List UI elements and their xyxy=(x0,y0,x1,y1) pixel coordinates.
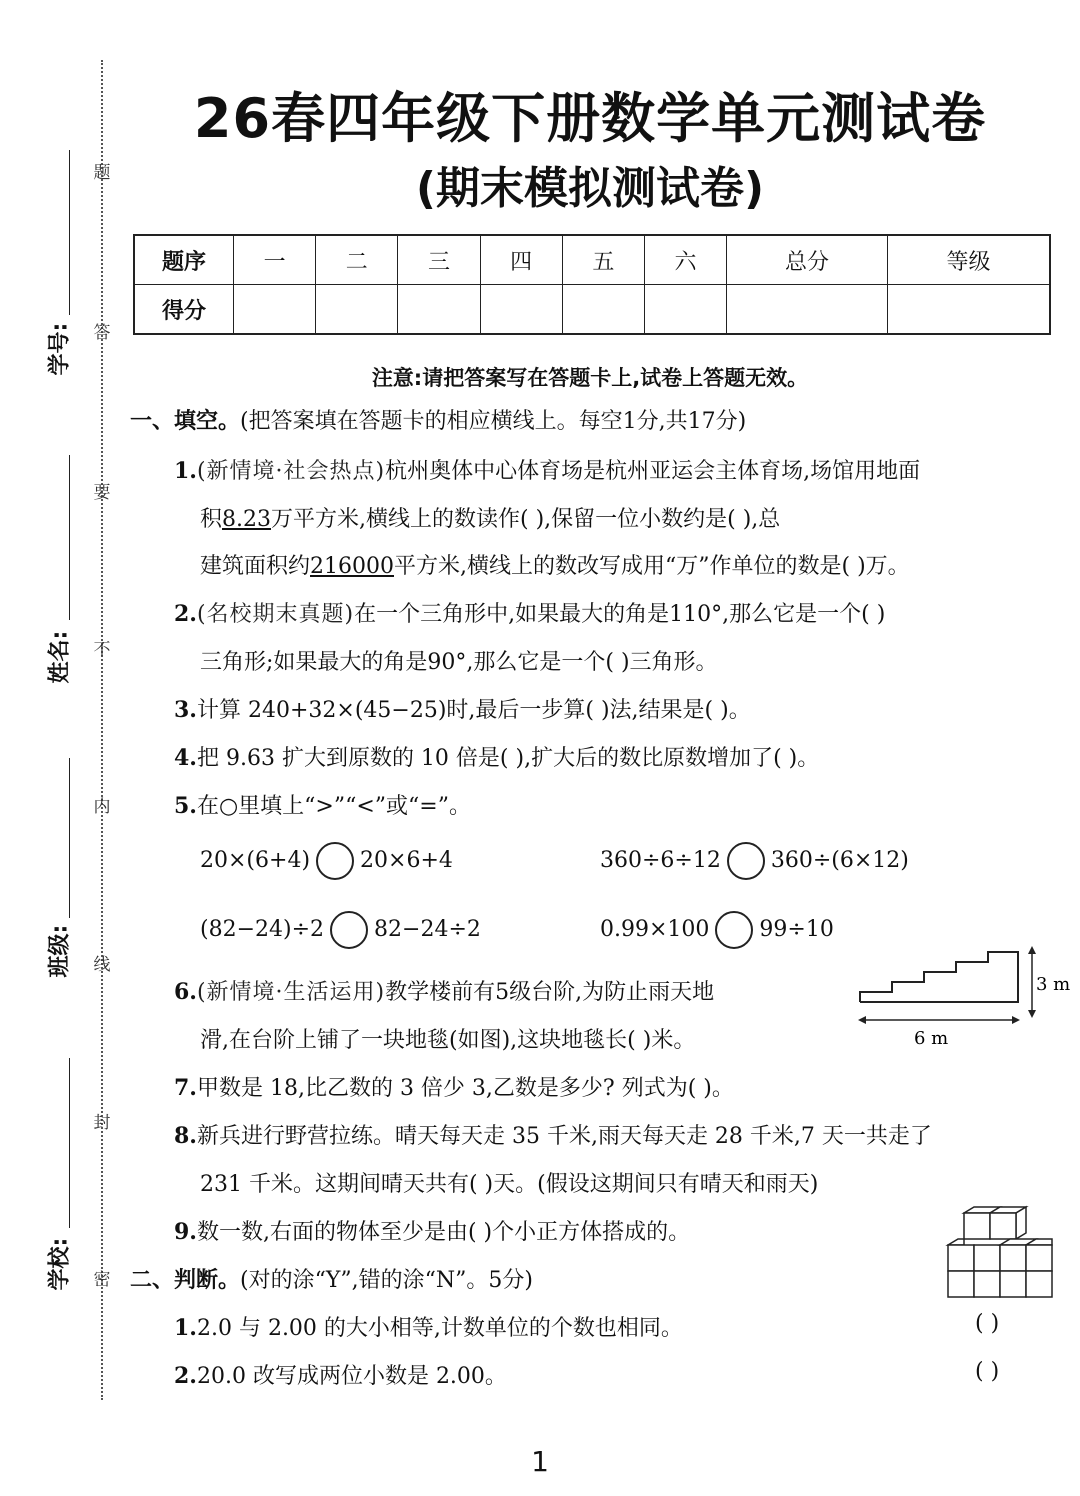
score-table-score-row xyxy=(134,285,1050,335)
question-1-line-3 xyxy=(200,549,910,580)
question-number: 6. xyxy=(174,979,197,1005)
score-input-cell[interactable] xyxy=(316,285,398,335)
cubes-figure xyxy=(944,1205,1056,1301)
question-number: 2. xyxy=(174,601,197,627)
compare-circle[interactable] xyxy=(316,842,354,880)
question-2 xyxy=(174,597,885,628)
question-tag: (名校期末真题) xyxy=(196,602,355,627)
seal-char: 线 xyxy=(93,955,111,975)
score-cell: 三 xyxy=(398,235,480,285)
score-cell: 四 xyxy=(480,235,562,285)
question-number: 1. xyxy=(174,1315,197,1341)
arrowhead xyxy=(1028,1010,1036,1018)
seal-char: 题 xyxy=(93,163,111,183)
section-1-title: 一、填空。 xyxy=(130,409,241,434)
question-text: 2.0 与 2.00 的大小相等,计数单位的个数也相同。 xyxy=(196,1316,683,1341)
section-2-title: 二、判断。 xyxy=(130,1268,241,1293)
question-text: 积 xyxy=(200,507,223,532)
compare-item xyxy=(600,911,834,949)
compare-circle[interactable] xyxy=(330,911,368,949)
section-1-heading xyxy=(130,404,746,435)
margin-dotted-line xyxy=(101,60,103,1400)
question-number: 7. xyxy=(174,1075,197,1101)
stairs-figure xyxy=(852,940,1071,1050)
question-text: 在○里填上“>”“<”或“=”。 xyxy=(196,794,471,819)
question-1 xyxy=(174,454,920,485)
question-text: 数一数,右面的物体至少是由( )个小正方体搭成的。 xyxy=(196,1220,691,1245)
score-input-cell[interactable] xyxy=(887,285,1050,335)
student-id-line[interactable] xyxy=(69,150,70,315)
question-text: 建筑面积约 xyxy=(200,554,311,579)
score-table xyxy=(133,234,1051,335)
page-title: 26春四年级下册数学单元测试卷 xyxy=(193,87,987,150)
question-text: 甲数是 18,比乙数的 3 倍少 3,乙数是多少? 列式为( )。 xyxy=(196,1076,734,1101)
arrowhead xyxy=(1028,946,1036,954)
compare-left: 0.99×100 xyxy=(600,917,710,942)
question-text: 把 9.63 扩大到原数的 10 倍是( ),扩大后的数比原数增加了( )。 xyxy=(196,746,820,771)
question-6-line-2: 滑,在台阶上铺了一块地毯(如图),这块地毯长( )米。 xyxy=(200,1028,696,1053)
seal-char: 要 xyxy=(93,483,111,503)
score-input-cell[interactable] xyxy=(398,285,480,335)
judge-answer-paren[interactable]: ( ) xyxy=(975,1311,1000,1336)
score-input-cell[interactable] xyxy=(644,285,726,335)
question-number: 9. xyxy=(174,1219,197,1245)
underlined-number: 8.23 xyxy=(222,507,271,532)
score-cell: 题序 xyxy=(134,235,234,285)
score-input-cell[interactable] xyxy=(234,285,316,335)
score-table-header-row xyxy=(134,235,1050,285)
class-line[interactable] xyxy=(69,758,70,918)
name-label: 姓名: xyxy=(47,630,73,684)
question-text: 教学楼前有5级台阶,为防止雨天地 xyxy=(385,980,715,1005)
question-8 xyxy=(174,1119,932,1150)
page-subtitle: (期末模拟测试卷) xyxy=(415,163,765,214)
score-cell: 二 xyxy=(316,235,398,285)
compare-right: 99÷10 xyxy=(759,917,834,942)
question-text: 万平方米,横线上的数读作( ),保留一位小数约是( ),总 xyxy=(271,507,781,532)
compare-right: 20×6+4 xyxy=(360,848,453,873)
school-label: 学校: xyxy=(47,1237,73,1291)
compare-left: 360÷6÷12 xyxy=(600,848,721,873)
arrowhead xyxy=(858,1016,866,1024)
question-9 xyxy=(174,1215,690,1246)
page-number: 1 xyxy=(531,1445,549,1478)
section-2-heading xyxy=(130,1263,533,1294)
question-text: 杭州奥体中心体育场是杭州亚运会主体育场,场馆用地面 xyxy=(385,459,921,484)
compare-circle[interactable] xyxy=(715,911,753,949)
name-line[interactable] xyxy=(69,455,70,620)
judge-question-1 xyxy=(174,1311,683,1342)
question-text: 新兵进行野营拉练。晴天每天走 35 千米,雨天每天走 28 千米,7 天一共走了 xyxy=(196,1124,932,1149)
compare-left: 20×(6+4) xyxy=(200,848,311,873)
question-tag: (新情境·社会热点) xyxy=(196,459,386,484)
question-number: 3. xyxy=(174,697,197,723)
score-input-cell[interactable] xyxy=(562,285,644,335)
seal-char: 答 xyxy=(93,323,111,343)
question-text: 20.0 改写成两位小数是 2.00。 xyxy=(196,1364,507,1389)
question-text: 在一个三角形中,如果最大的角是110°,那么它是一个( ) xyxy=(354,602,886,627)
score-cell: 一 xyxy=(234,235,316,285)
stairs-outline xyxy=(860,952,1018,1002)
question-number: 5. xyxy=(174,793,197,819)
compare-left: (82−24)÷2 xyxy=(200,917,325,942)
student-id-label: 学号: xyxy=(47,322,73,376)
compare-item xyxy=(200,842,453,880)
question-number: 2. xyxy=(174,1363,197,1389)
score-cell: 六 xyxy=(644,235,726,285)
seal-char: 密 xyxy=(93,1270,111,1290)
school-line[interactable] xyxy=(69,1058,70,1228)
score-cell: 得分 xyxy=(134,285,234,335)
score-cell: 等级 xyxy=(887,235,1050,285)
question-3 xyxy=(174,693,751,724)
underlined-number: 216000 xyxy=(310,554,394,579)
score-input-cell[interactable] xyxy=(727,285,888,335)
judge-question-2 xyxy=(174,1359,507,1390)
seal-char: 不 xyxy=(93,640,111,660)
compare-circle[interactable] xyxy=(727,842,765,880)
compare-item xyxy=(200,911,481,949)
question-text: 平方米,横线上的数改写成用“万”作单位的数是( )万。 xyxy=(394,554,910,579)
height-label: 3 m xyxy=(1036,974,1071,995)
question-4 xyxy=(174,741,819,772)
question-6 xyxy=(174,975,714,1006)
question-tag: (新情境·生活运用) xyxy=(196,980,386,1005)
question-7 xyxy=(174,1071,734,1102)
compare-right: 360÷(6×12) xyxy=(770,848,909,873)
cube-group xyxy=(948,1207,1052,1297)
compare-right: 82−24÷2 xyxy=(374,917,481,942)
score-cell: 五 xyxy=(562,235,644,285)
width-label: 6 m xyxy=(914,1028,949,1049)
question-8-line-2: 231 千米。这期间晴天共有( )天。(假设这期间只有晴天和雨天) xyxy=(200,1172,819,1197)
score-input-cell[interactable] xyxy=(480,285,562,335)
judge-answer-paren[interactable]: ( ) xyxy=(975,1359,1000,1384)
question-2-line-2: 三角形;如果最大的角是90°,那么它是一个( )三角形。 xyxy=(200,650,718,675)
question-number: 4. xyxy=(174,745,197,771)
arrowhead xyxy=(1012,1016,1020,1024)
class-label: 班级: xyxy=(47,924,73,978)
section-1-note: (把答案填在答题卡的相应横线上。每空1分,共17分) xyxy=(240,409,747,434)
compare-item xyxy=(600,842,909,880)
question-number: 1. xyxy=(174,458,197,484)
question-5 xyxy=(174,789,471,820)
notice: 注意:请把答案写在答题卡上,试卷上答题无效。 xyxy=(371,366,809,390)
section-2-note: (对的涂“Y”,错的涂“N”。5分) xyxy=(240,1268,533,1293)
score-cell: 总分 xyxy=(727,235,888,285)
seal-char: 内 xyxy=(93,797,111,817)
seal-char: 封 xyxy=(93,1113,111,1133)
question-text: 计算 240+32×(45−25)时,最后一步算( )法,结果是( )。 xyxy=(196,698,751,723)
question-1-line-2 xyxy=(200,502,780,533)
question-number: 8. xyxy=(174,1123,197,1149)
